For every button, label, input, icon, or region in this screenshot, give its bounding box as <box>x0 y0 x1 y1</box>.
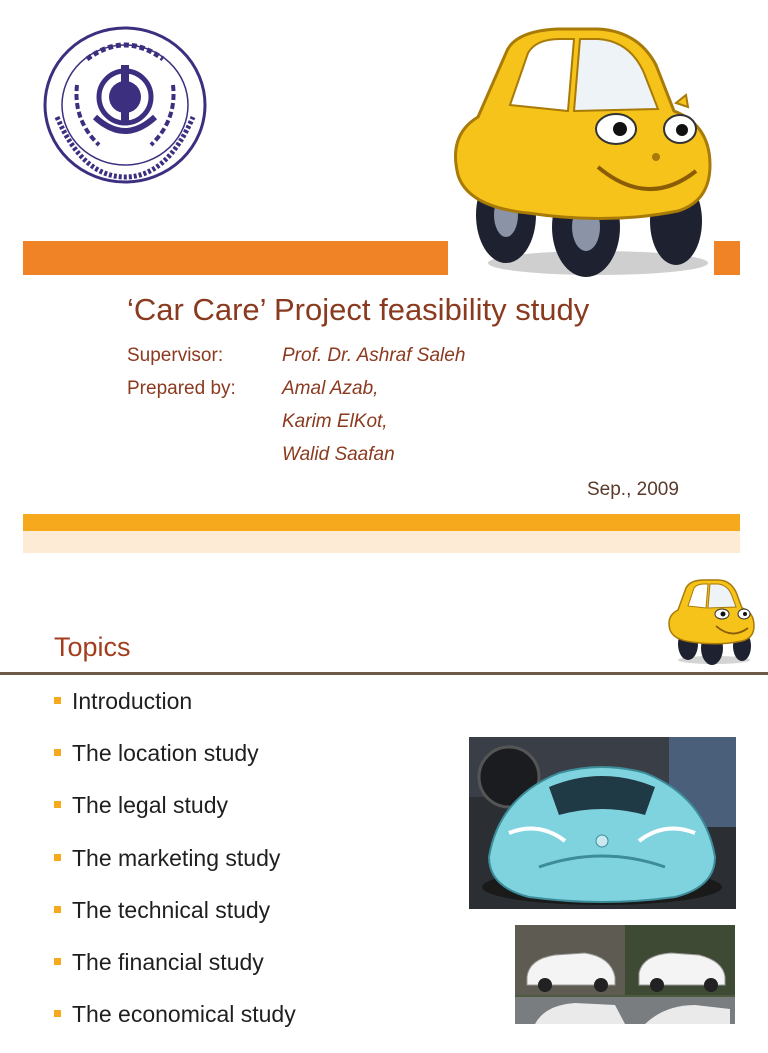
cartoon-car-icon <box>448 25 718 280</box>
gold-footer-bar <box>23 514 740 531</box>
bullet-icon <box>54 1010 61 1017</box>
institution-seal-icon <box>43 25 208 185</box>
bullet-icon <box>54 749 61 756</box>
orange-band-right <box>714 241 740 275</box>
prepared-by-label: Prepared by: <box>127 378 236 399</box>
topic-label: The technical study <box>72 896 271 923</box>
cartoon-car-icon <box>666 578 756 666</box>
bullet-icon <box>54 906 61 913</box>
supervisor-label: Supervisor: <box>127 345 224 366</box>
white-sedans-photo <box>515 925 735 1024</box>
bullet-icon <box>54 697 61 704</box>
topic-label: The location study <box>72 740 259 767</box>
author-name: Walid Saafan <box>282 444 395 465</box>
topic-label: The economical study <box>72 1001 296 1028</box>
topic-label: The legal study <box>72 792 228 819</box>
author-name: Karim ElKot, <box>282 411 388 432</box>
concept-car-photo <box>469 737 736 909</box>
bullet-icon <box>54 854 61 861</box>
topics-slide <box>0 560 768 1028</box>
author-name: Amal Azab, <box>282 378 379 399</box>
bullet-icon <box>54 958 61 965</box>
topic-label: Introduction <box>72 688 193 714</box>
topic-label: The financial study <box>72 948 264 975</box>
topics-heading: Topics <box>54 632 131 662</box>
presentation-date: Sep., 2009 <box>587 479 679 500</box>
bullet-icon <box>54 801 61 808</box>
cream-footer-bar <box>23 531 740 553</box>
orange-band-left <box>23 241 448 275</box>
heading-divider <box>0 672 768 675</box>
supervisor-name: Prof. Dr. Ashraf Saleh <box>282 345 466 366</box>
slide-title: ‘Car Care’ Project feasibility study <box>127 292 590 327</box>
topic-label: The marketing study <box>72 844 281 871</box>
